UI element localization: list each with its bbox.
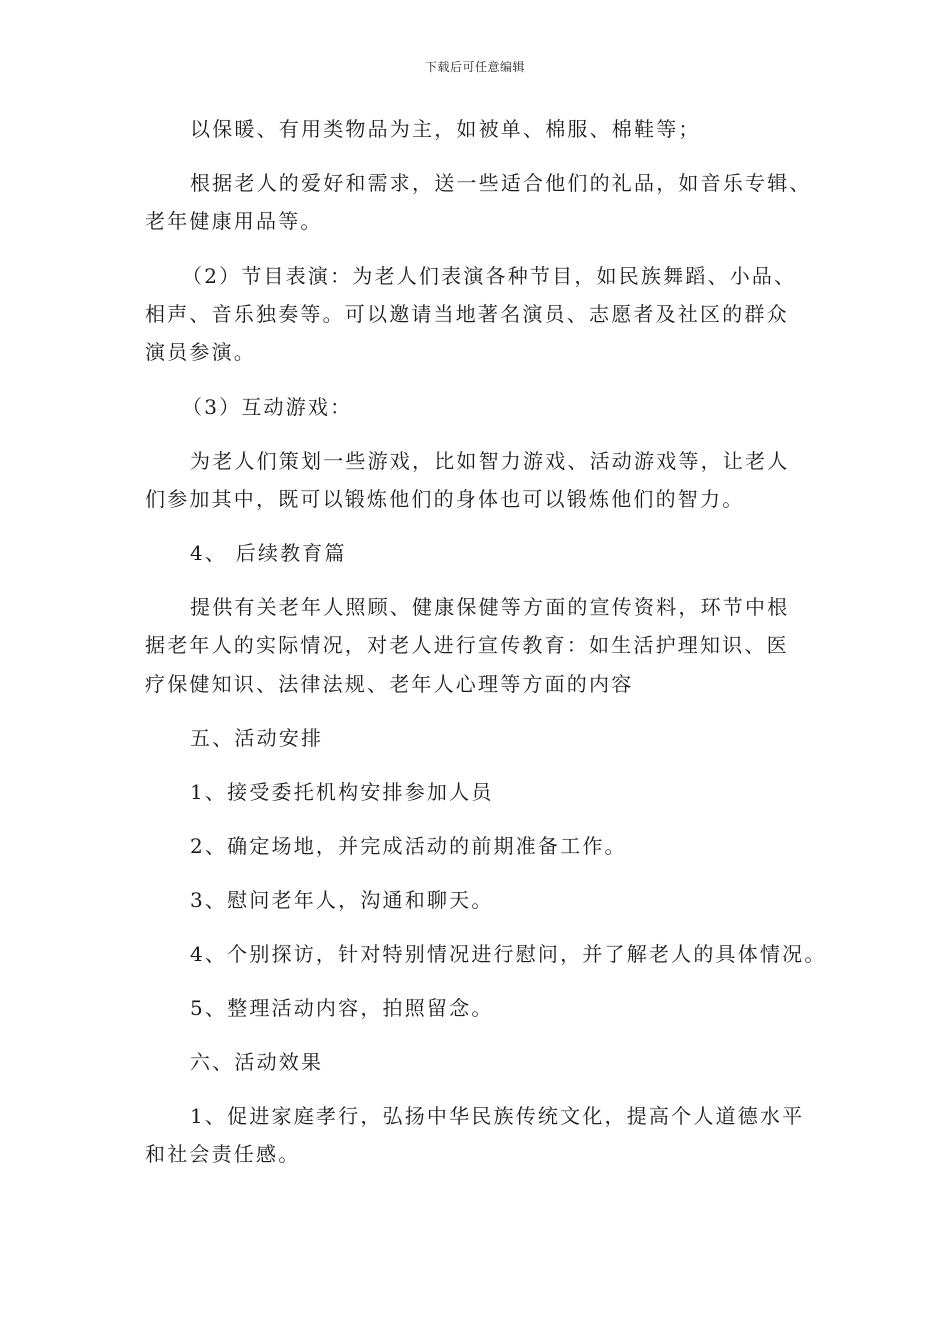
list-item: 1、接受委托机构安排参加人员 bbox=[190, 780, 494, 804]
paragraph-line: 根据老人的爱好和需求，送一些适合他们的礼品，如音乐专辑、 bbox=[190, 171, 812, 195]
paragraph-line: 疗保健知识、法律法规、老年人心理等方面的内容 bbox=[145, 672, 634, 696]
paragraph-line: 演员参演。 bbox=[145, 340, 256, 364]
section-heading: 五、活动安排 bbox=[190, 726, 324, 750]
list-item: 5、整理活动内容，拍照留念。 bbox=[190, 996, 494, 1020]
paragraph-line: 们参加其中，既可以锻炼他们的身体也可以锻炼他们的智力。 bbox=[145, 487, 745, 511]
list-item: 1、促进家庭孝行，弘扬中华民族传统文化，提高个人道德水平 bbox=[190, 1104, 805, 1128]
paragraph-line: 相声、音乐独奏等。可以邀请当地著名演员、志愿者及社区的群众 bbox=[145, 302, 789, 326]
paragraph-line: 和社会责任感。 bbox=[145, 1142, 301, 1166]
list-item: 4、个别探访，针对特别情况进行慰问，并了解老人的具体情况。 bbox=[190, 942, 827, 966]
section-heading: 六、活动效果 bbox=[190, 1050, 324, 1074]
page-header: 下载后可任意编辑 bbox=[424, 60, 525, 74]
paragraph-line: 以保暖、有用类物品为主，如被单、棉服、棉鞋等； bbox=[190, 117, 701, 141]
paragraph-line: （2）节目表演：为老人们表演各种节目，如民族舞蹈、小品、 bbox=[182, 264, 797, 288]
section-heading: 4、 后续教育篇 bbox=[190, 541, 347, 565]
paragraph-line: 为老人们策划一些游戏，比如智力游戏、活动游戏等，让老人 bbox=[190, 449, 790, 473]
paragraph-line: 老年健康用品等。 bbox=[145, 209, 323, 233]
paragraph-line: 提供有关老年人照顾、健康保健等方面的宣传资料，环节中根 bbox=[190, 595, 790, 619]
paragraph-line: （3）互动游戏： bbox=[182, 395, 353, 419]
list-item: 2、确定场地，并完成活动的前期准备工作。 bbox=[190, 834, 627, 858]
list-item: 3、慰问老年人，沟通和聊天。 bbox=[190, 888, 494, 912]
paragraph-line: 据老年人的实际情况，对老人进行宣传教育：如生活护理知识、医 bbox=[145, 633, 789, 657]
